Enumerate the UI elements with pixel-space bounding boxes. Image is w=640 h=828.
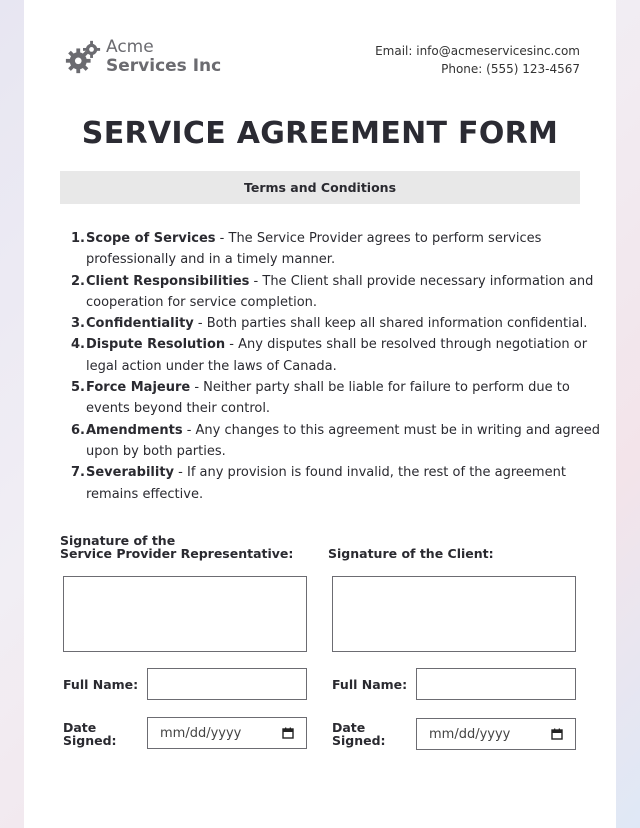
term-item	[71, 377, 606, 420]
company-name-line2: Services Inc	[106, 56, 222, 76]
form-page	[24, 0, 616, 828]
date-placeholder: mm/dd/yyyy	[429, 726, 511, 742]
provider-full-name-input[interactable]	[147, 668, 307, 700]
term-text: - Neither party shall be liable for failure to perform due to events beyond their control.	[86, 380, 570, 417]
term-title: Client Responsibilities	[86, 273, 250, 289]
contact-email: Email: info@acmeservicesinc.com	[375, 44, 580, 58]
contact-info	[375, 42, 580, 78]
date-label-line1: Date	[63, 720, 97, 735]
terms-list	[60, 228, 606, 505]
term-item	[71, 334, 606, 377]
term-number: 1.	[71, 231, 85, 246]
provider-date-input[interactable]	[147, 717, 307, 749]
client-date-input[interactable]	[416, 718, 576, 750]
term-text: - The Client shall provide necessary information and cooperation for service completion.	[86, 273, 594, 310]
term-title: Severability	[86, 465, 175, 481]
term-number: 6.	[71, 422, 85, 438]
term-title: Amendments	[86, 422, 183, 438]
client-date-label	[332, 721, 386, 747]
calendar-icon[interactable]	[551, 728, 563, 740]
term-number: 2.	[71, 273, 85, 289]
provider-signature-label-line2: Service Provider Representative:	[60, 546, 294, 561]
contact-phone: Phone: (555) 123-4567	[441, 62, 580, 76]
provider-date-label	[63, 721, 117, 747]
term-item	[71, 228, 606, 271]
date-label-line2: Signed:	[332, 733, 386, 748]
term-item	[71, 313, 606, 334]
company-logo	[64, 38, 221, 76]
page-title: SERVICE AGREEMENT FORM	[81, 116, 559, 151]
term-text: - Any disputes shall be resolved through negotiation or legal action under the laws of Canada.	[86, 337, 588, 374]
term-number: 3.	[71, 316, 85, 332]
date-label-line1: Date	[332, 720, 366, 735]
provider-signature-box[interactable]	[63, 576, 307, 652]
provider-signature-label-line1: Signature of the	[60, 533, 176, 548]
term-title: Dispute Resolution	[86, 337, 226, 353]
client-full-name-label: Full Name:	[332, 677, 408, 692]
term-text: - The Service Provider agrees to perform services professionally and in a timely manner.	[86, 231, 542, 268]
client-signature-box[interactable]	[332, 576, 576, 652]
company-name-line1: Acme	[106, 37, 154, 57]
term-number: 7.	[71, 465, 85, 481]
terms-heading: Terms and Conditions	[60, 171, 580, 204]
term-text: - If any provision is found invalid, the rest of the agreement remains effective.	[86, 465, 566, 502]
date-label-line2: Signed:	[63, 733, 117, 748]
term-title: Scope of Services	[86, 231, 216, 246]
term-number: 4.	[71, 337, 85, 353]
term-text: - Both parties shall keep all shared information confidential.	[193, 316, 588, 332]
provider-full-name-label: Full Name:	[63, 677, 139, 692]
term-title: Force Majeure	[86, 380, 191, 396]
term-item	[71, 462, 606, 505]
provider-signature-label	[60, 534, 293, 560]
date-placeholder: mm/dd/yyyy	[160, 725, 242, 741]
term-title: Confidentiality	[86, 316, 194, 332]
calendar-icon[interactable]	[282, 727, 294, 739]
term-item	[71, 420, 606, 463]
term-item	[71, 271, 606, 314]
client-signature-label: Signature of the Client:	[328, 546, 494, 561]
gears-icon	[64, 38, 102, 76]
client-full-name-input[interactable]	[416, 668, 576, 700]
term-text: - Any changes to this agreement must be in writing and agreed upon by both parties.	[86, 422, 600, 459]
term-number: 5.	[71, 380, 85, 396]
